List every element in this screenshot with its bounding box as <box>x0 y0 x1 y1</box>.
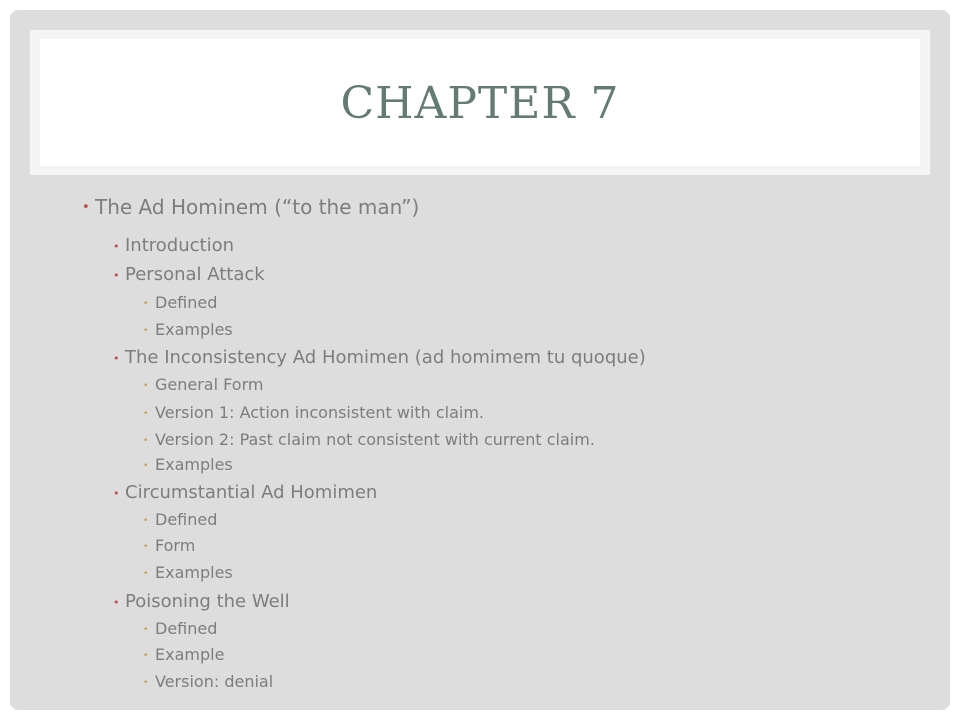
bullet-text: Circumstantial Ad Homimen <box>125 482 378 503</box>
title-box <box>40 39 920 166</box>
slide <box>10 10 950 710</box>
bullet-dot-icon: • <box>113 240 120 253</box>
bullet-text: Version 1: Action inconsistent with claim. <box>155 403 485 422</box>
bullet-text: Form <box>155 536 196 555</box>
bullet-dot-icon: • <box>143 625 149 635</box>
bullet-dot-icon: • <box>82 200 90 215</box>
bullet-text: The Ad Hominem (“to the man”) <box>95 195 420 219</box>
bullet-dot-icon: • <box>113 596 120 609</box>
bullet-dot-icon: • <box>143 381 149 391</box>
bullet-dot-icon: • <box>143 569 149 579</box>
bullet-text: Introduction <box>125 235 235 256</box>
bullet-text: Defined <box>155 619 218 638</box>
bullet-text: Example <box>155 645 225 664</box>
bullet-dot-icon: • <box>143 516 149 526</box>
bullet-dot-icon: • <box>143 409 149 419</box>
bullet-dot-icon: • <box>143 326 149 336</box>
bullet-text: General Form <box>155 375 264 394</box>
bullet-text: Version: denial <box>155 672 274 691</box>
bullet-dot-icon: • <box>113 487 120 500</box>
bullet-dot-icon: • <box>143 542 149 552</box>
bullet-text: The Inconsistency Ad Homimen (ad homimem tu quoque) <box>125 347 646 368</box>
bullet-text: Personal Attack <box>125 264 265 285</box>
bullet-dot-icon: • <box>143 436 149 446</box>
bullet-text: Defined <box>155 510 218 529</box>
bullet-text: Version 2: Past claim not consistent with current claim. <box>155 430 595 449</box>
bullet-dot-icon: • <box>143 678 149 688</box>
bullet-text: Examples <box>155 320 233 339</box>
bullet-dot-icon: • <box>143 651 149 661</box>
bullet-text: Defined <box>155 293 218 312</box>
bullet-dot-icon: • <box>143 299 149 309</box>
bullet-dot-icon: • <box>113 352 120 365</box>
slide-title: CHAPTER 7 <box>340 78 620 129</box>
bullet-text: Poisoning the Well <box>125 591 290 612</box>
bullet-dot-icon: • <box>113 269 120 282</box>
bullet-text: Examples <box>155 563 233 582</box>
bullet-dot-icon: • <box>143 461 149 471</box>
title-frame <box>30 30 930 175</box>
bullet-text: Examples <box>155 455 233 474</box>
